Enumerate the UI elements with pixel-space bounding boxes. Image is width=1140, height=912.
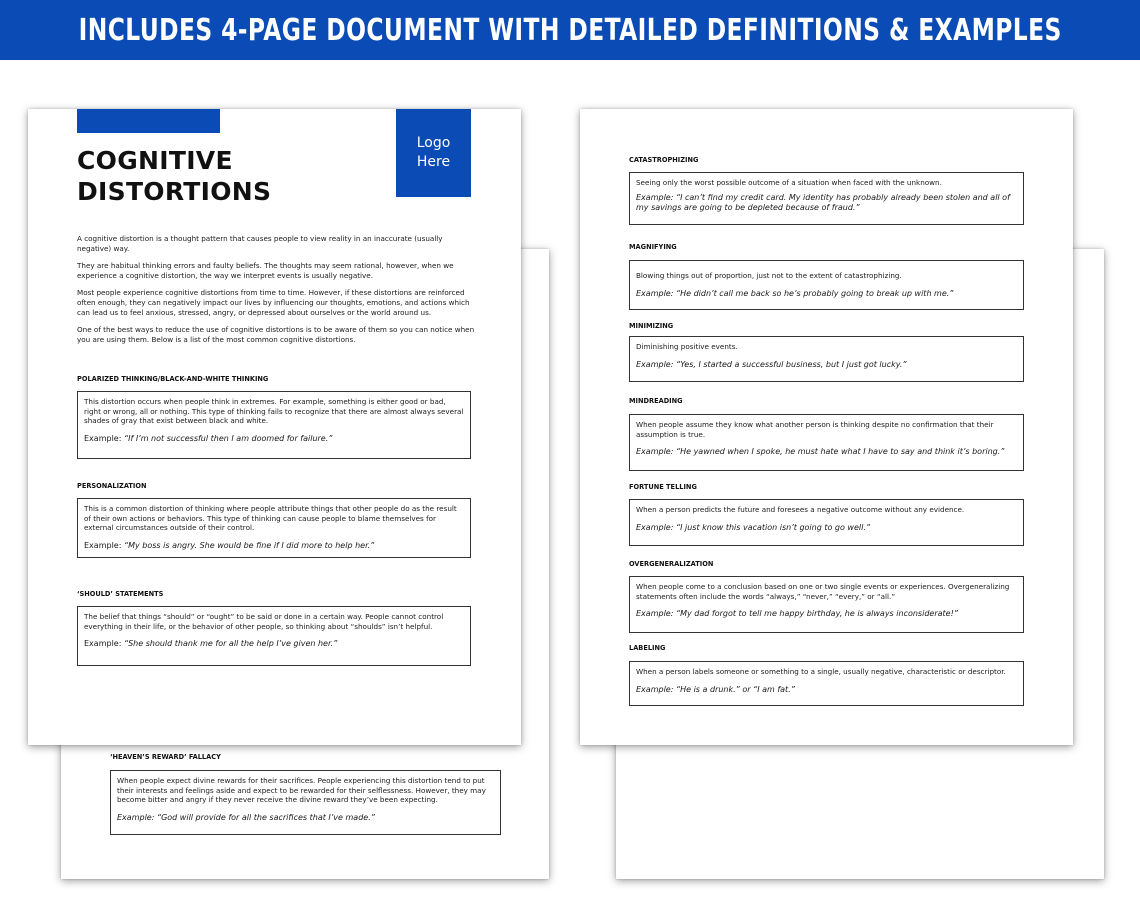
- section-heading-mindreading: MINDREADING: [629, 397, 683, 405]
- example-label: Example:: [84, 540, 122, 550]
- logo-placeholder: [396, 109, 471, 197]
- intro-paragraph: One of the best ways to reduce the use of cognitive distortions is to be aware of them so you can notice when you are using them. Below is a list of the most common cognitive distortions.: [77, 325, 475, 344]
- document-title: [77, 145, 271, 207]
- title-line-2: DISTORTIONS: [77, 177, 272, 206]
- definition-box-mindreading: [629, 414, 1024, 471]
- definition-box-catastrophizing: [629, 172, 1024, 225]
- definition-text: Seeing only the worst possible outcome of a situation when faced with the unknown.: [636, 178, 942, 187]
- definition-box-heavens-reward: [110, 770, 501, 835]
- section-heading-catastrophizing: CATASTROPHIZING: [629, 156, 699, 164]
- banner-title: INCLUDES 4-PAGE DOCUMENT WITH DETAILED DEFINITIONS & EXAMPLES: [78, 12, 1062, 48]
- example-text: Example: “He is a drunk.” or “I am fat.”: [636, 684, 795, 694]
- header-banner: [0, 0, 1140, 60]
- definition-text: This is a common distortion of thinking where people attribute things that other people do as the result of their own actions or behaviors. This type of thinking can cause people to blame themselves for external circumstances outside of their control.: [84, 504, 457, 533]
- example-text: Example: “He yawned when I spoke, he must hate what I have to say and think it’s boring.”: [636, 447, 1005, 457]
- example-label: Example:: [84, 639, 122, 649]
- example-text: Example: “I just know this vacation isn’t going to go well.”: [636, 522, 871, 532]
- definition-text: When a person predicts the future and foresees a negative outcome without any evidence.: [636, 505, 965, 514]
- section-heading-personalization: PERSONALIZATION: [77, 482, 147, 490]
- definition-text: Blowing things out of proportion, just not to the extent of catastrophizing.: [636, 271, 902, 280]
- definition-box-minimizing: [629, 336, 1024, 382]
- definition-box-personalization: [77, 498, 471, 558]
- intro-text: [77, 234, 477, 352]
- definition-box-polarized: [77, 391, 471, 459]
- definition-text: Diminishing positive events.: [636, 342, 738, 351]
- example-text: Example: “Yes, I started a successful business, but I just got lucky.”: [636, 359, 907, 369]
- intro-paragraph: Most people experience cognitive distortions from time to time. However, if these distortions are reinforced often enough, they can negatively impact our lives by influencing our thoughts, emotions, and actions which can lead us to feel anxious, stressed, angry, or depressed about ourselves or the world around us.: [77, 288, 470, 317]
- section-heading-overgeneralization: OVERGENERALIZATION: [629, 560, 714, 568]
- example-quote: “She should thank me for all the help I’ve given her.”: [123, 639, 338, 649]
- example-line: [84, 541, 464, 551]
- section-heading-minimizing: MINIMIZING: [629, 322, 674, 330]
- logo-line-2: Here: [416, 154, 451, 170]
- definition-text: When people expect divine rewards for their sacrifices. People experiencing this distortion tend to put their interests and feelings aside and expect to be rewarded for their selflessness. However, they may become bitter and angry if they never receive the divine reward they’ve been expecting.: [117, 776, 486, 805]
- intro-paragraph: They are habitual thinking errors and faulty beliefs. The thoughts may seem rational, however, when we experience a cognitive distortion, the way we interpret events is usually negative.: [77, 261, 454, 280]
- example-text: Example: “I can’t find my credit card. My identity has probably already been stolen and all of my savings are going to be depleted because of fraud.”: [636, 192, 1010, 212]
- example-quote: “If I’m not successful then I am doomed for failure.”: [123, 433, 333, 443]
- section-heading-magnifying: MAGNIFYING: [629, 243, 677, 251]
- definition-text: When a person labels someone or something to a single, usually negative, characteristic or descriptor.: [636, 667, 1006, 676]
- document-page-1: [28, 109, 521, 745]
- definition-text: When people come to a conclusion based on one or two single events or experiences. Overgeneralizing statements often include the words “always,” “never,” “every,” or “all.”: [636, 582, 1010, 601]
- example-line: [84, 434, 464, 444]
- definition-text: The belief that things “should” or “ought” to be said or done in a certain way. People cannot control everything in their life, or the behavior of other people, so thinking about “shoulds” isn’t helpful.: [84, 612, 444, 631]
- example-quote: “My boss is angry. She would be fine if I did more to help her.”: [123, 540, 375, 550]
- accent-bar: [77, 109, 220, 133]
- document-page-2: [580, 109, 1073, 745]
- example-line: [84, 639, 464, 649]
- definition-text: When people assume they know what another person is thinking despite no confirmation that their assumption is true.: [636, 420, 994, 439]
- example-text: Example: “God will provide for all the sacrifices that I’ve made.”: [117, 812, 375, 822]
- section-heading-heavens-reward: ‘HEAVEN’S REWARD’ FALLACY: [110, 753, 221, 761]
- definition-box-labeling: [629, 661, 1024, 706]
- section-heading-fortune-telling: FORTUNE TELLING: [629, 483, 697, 491]
- definition-box-overgeneralization: [629, 576, 1024, 633]
- intro-paragraph: A cognitive distortion is a thought pattern that causes people to view reality in an inaccurate (usually negative) way.: [77, 234, 443, 253]
- example-text: Example: “He didn’t call me back so he’s probably going to break up with me.”: [636, 288, 954, 298]
- logo-line-1: Logo: [416, 135, 451, 151]
- definition-box-should-statements: [77, 606, 471, 666]
- section-heading-should-statements: ‘SHOULD’ STATEMENTS: [77, 590, 164, 598]
- example-label: Example:: [84, 433, 122, 443]
- section-heading-polarized: POLARIZED THINKING/BLACK-AND-WHITE THINKING: [77, 375, 269, 383]
- definition-text: This distortion occurs when people think in extremes. For example, something is either good or bad, right or wrong, all or nothing. This type of thinking fails to recognize that there are almost always several shades of gray that exist between black and white.: [84, 397, 464, 426]
- definition-box-fortune-telling: [629, 499, 1024, 546]
- example-text: Example: “My dad forgot to tell me happy birthday, he is always inconsiderate!”: [636, 609, 958, 619]
- section-heading-labeling: LABELING: [629, 644, 666, 652]
- title-line-1: COGNITIVE: [77, 146, 233, 175]
- definition-box-magnifying: [629, 260, 1024, 310]
